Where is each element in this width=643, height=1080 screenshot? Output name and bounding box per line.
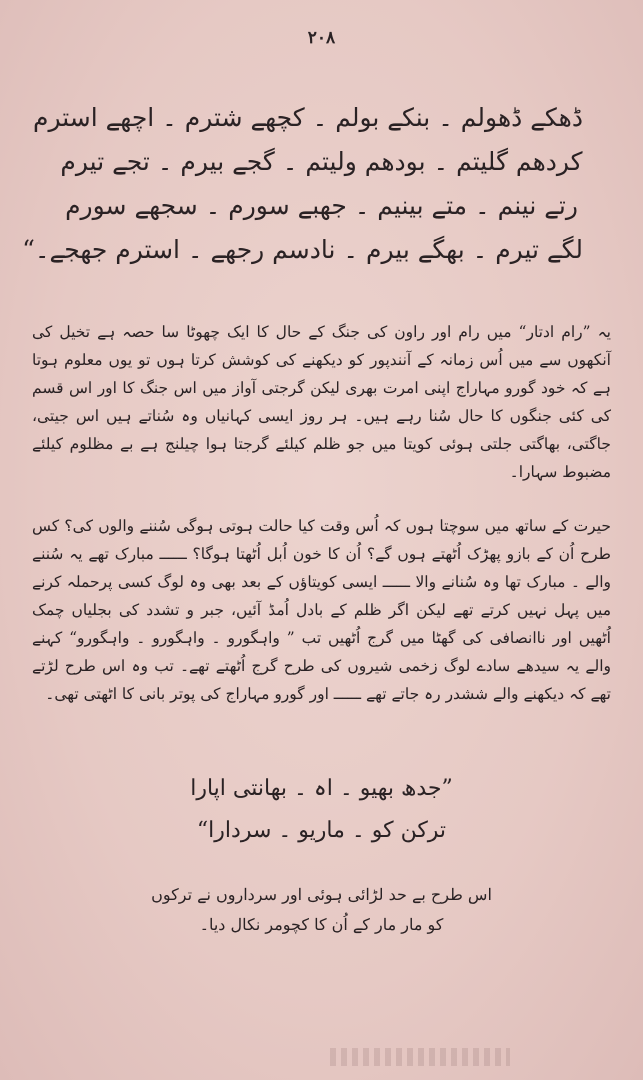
verse-line: ترکن کو ۔ ماریو ۔ سردارا“	[196, 818, 447, 843]
closing-verse	[120, 768, 523, 852]
verse-line: رتے نینم ۔ متے بینیم ۔ جھبے سورم ۔ سجھے سورم	[65, 191, 578, 220]
paragraph-text: یہ ”رام ادتار“ میں رام اور راون کی جنگ کے حال کا ایک چھوٹا سا حصہ ہے تخیل کی آنکھوں سے میں اُس زمانہ کے آنندپور کو دیکھنے کی کوشش کرتا ہوں تو یوں معلوم ہوتا ہے کہ خود گورو مہاراج اپنی امرت بھری لیکن گرجتی آواز میں اس جنگ کا اور اس قسم کی کئی جنگوں کا حال سُنا رہے ہیں۔ ہر روز ایسی کہانیاں وہ سُناتے ہیں اس جیتی، جاگتی، بھاگتی جلتی ہوئی کویتا میں جو ظلم کیلئے گرجتا ہوا چیلنج ہے بے مظلوم کیلئے مضبوط سہارا۔	[32, 323, 611, 481]
closing-line: کو مار مار کے اُن کا کچومر نکال دیا۔	[199, 915, 444, 934]
bleed-through-mark	[330, 1048, 510, 1066]
closing-line: اس طرح بے حد لڑائی ہوئی اور سرداروں نے ترکوں	[151, 885, 492, 904]
verse-line: لگے تیرم ۔ بھگے بیرم ۔ نادسم رجھے ۔ استرم جھجے۔“	[22, 235, 583, 264]
verse-line: ”جدھ بھیو ۔ اہ ۔ بھانتی اپارا	[190, 776, 453, 801]
paragraph-text: حیرت کے ساتھ میں سوچتا ہوں کہ اُس وقت کیا حالت ہوتی ہوگی سُننے والوں کی؟ کس طرح اُن کے بازو پھڑک اُٹھتے ہوں گے؟ اُن کا خون اُبل اُٹھتا ہوگا؟ ــــــ مبارک تھے یہ سُننے والے ۔ مبارک تھا وہ سُنانے والا ــــــ ایسی کویتاؤں کے بعد بھی وہ لوگ کسی پرحملہ کرنے میں پہل نہیں کرتے تھے لیکن اگر ظلم کے بادل اُمڈ آئیں، جبر و تشدد کی بجلیاں چمک اُٹھیں اور ناانصافی کی گھٹا میں گرج اُٹھیں تب ” واہگورو ۔ واہگورو ۔ واہگورو“ کہنے والے یہ سیدھے سادے لوگ زخمی شیروں کی طرح گرج اُٹھتے تھے۔ تب وہ اس طرح لڑتے تھے کہ دیکھنے والے ششدر رہ جاتے تھے ــــــ اور گورو مہاراج کی پوتر بانی کا اٹھتی تھی۔	[32, 517, 611, 703]
page-number: ۲۰۸	[307, 28, 336, 48]
opening-verse	[22, 96, 583, 272]
closing-note	[110, 880, 533, 940]
verse-line: کردھم گلیتم ۔ بودھم ولیتم ۔ گجے بیرم ۔ تجے تیرم	[60, 147, 583, 176]
prose-paragraph-first	[32, 318, 611, 486]
verse-line: ڈھکے ڈھولم ۔ بنکے بولم ۔ کچھے شترم ۔ اچھے استرم	[32, 103, 583, 132]
prose-paragraph-second	[32, 512, 611, 708]
